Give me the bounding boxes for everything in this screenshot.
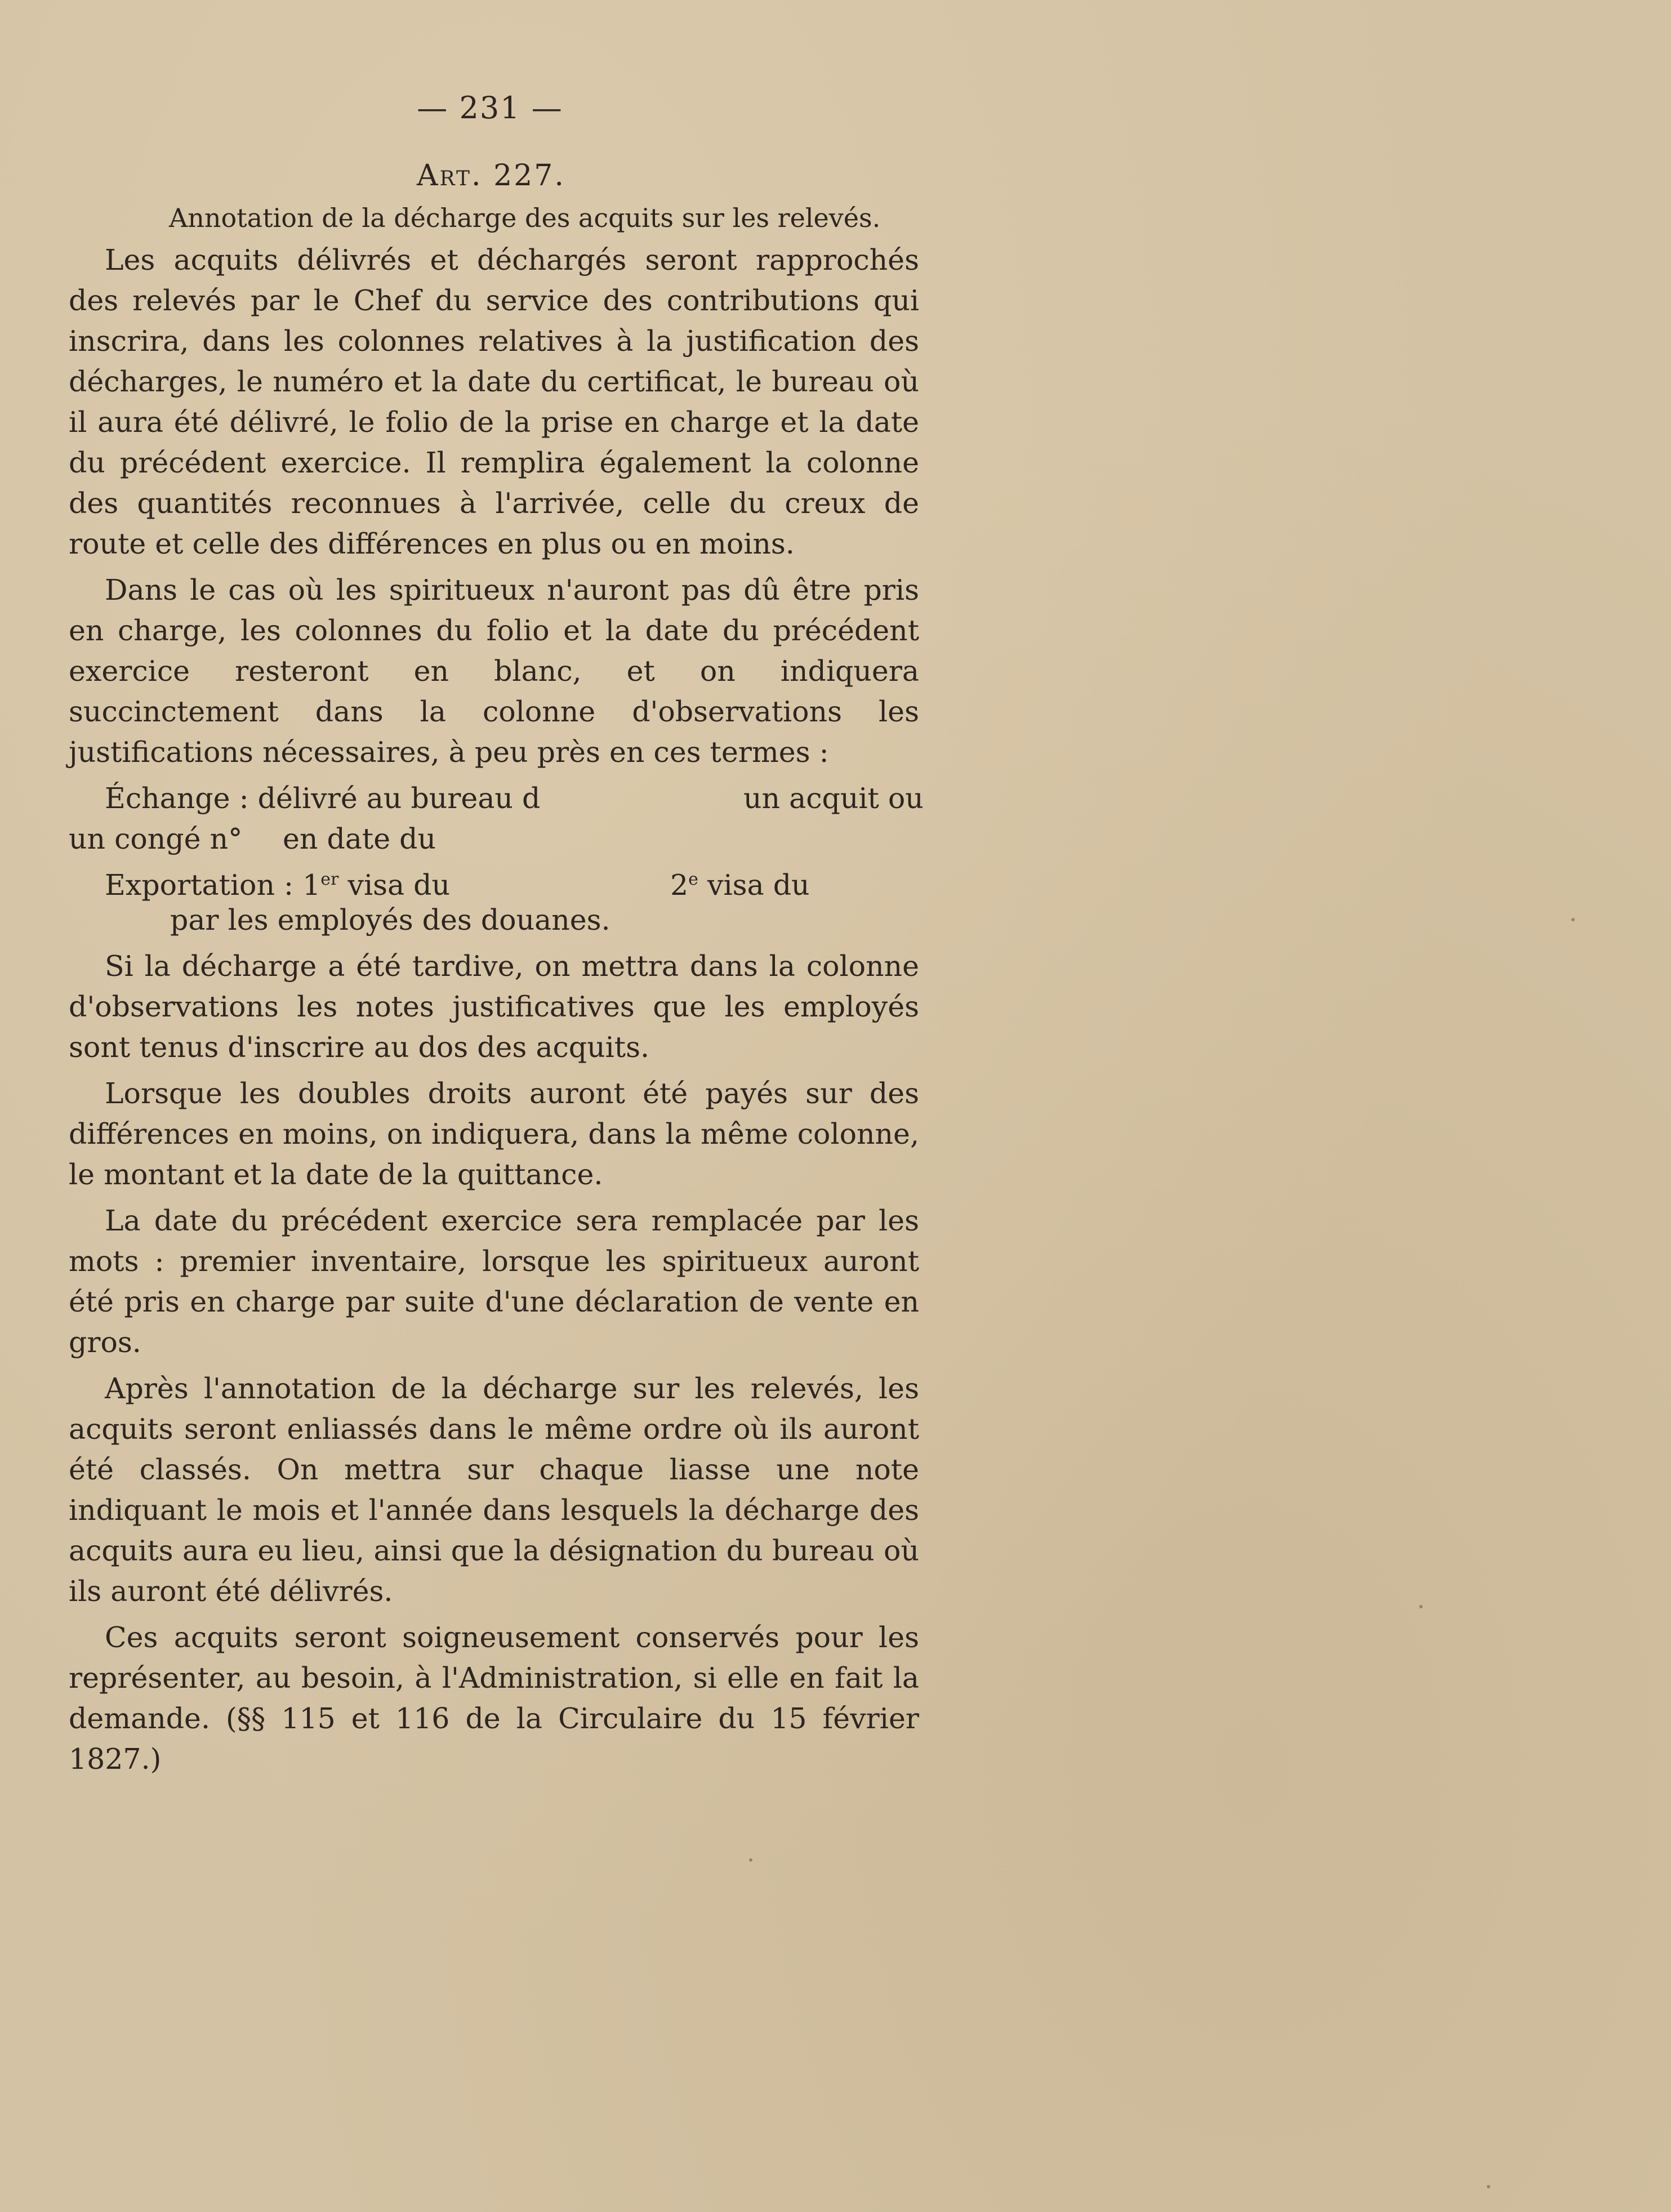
- formula-text: 2: [670, 868, 689, 902]
- paragraph: La date du précédent exercice sera remplacée par les mots : premier inventaire, lorsque les spiritueux auront été pris en charge par suite d'une déclaration de vente en gros.: [69, 1204, 919, 1359]
- paragraph: Dans le cas où les spiritueux n'auront pas dû être pris en charge, les colonnes du folio et la date du précédent exercice resteront en blanc, et on indiquera succinctement dans la colonne d'observations les justifications nécessaires, à peu près en ces termes :: [69, 573, 919, 769]
- formula-export-line-2: [69, 900, 919, 940]
- paragraph: Après l'annotation de la décharge sur les relevés, les acquits seront enliassés dans le même ordre où ils auront été classés. On mettra sur chaque liasse une note indiquant le mois et l'année dans lesquels la décharge des acquits aura eu lieu, ainsi que la désignation du bureau où ils auront été délivrés.: [69, 1372, 919, 1608]
- formula-text: Exportation : 1: [105, 868, 321, 902]
- paragraph: Si la décharge a été tardive, on mettra dans la colonne d'observations les notes justificatives que les employés sont tenus d'inscrire au dos des acquits.: [69, 949, 919, 1064]
- paper-speck: [1487, 2185, 1490, 2188]
- page-number: — 231 —: [417, 90, 563, 126]
- formula-text: visa du: [698, 868, 810, 902]
- paper-speck: [1419, 1605, 1423, 1608]
- formula-text: un congé n°: [69, 822, 243, 855]
- formula-sup: e: [688, 869, 698, 889]
- paper-speck: [749, 1858, 752, 1862]
- formula-export-line-1: [69, 859, 919, 900]
- formula-sup: er: [320, 869, 339, 889]
- formula-echange-line-1: [69, 778, 924, 819]
- paper-speck: [1571, 918, 1575, 921]
- formula-text: par les employés des douanes.: [170, 903, 611, 936]
- article-body: [69, 240, 924, 1785]
- article-title: Art. 227.: [417, 159, 565, 193]
- formula-echange-line-2: [69, 819, 919, 859]
- paragraph: Ces acquits seront soigneusement conservés pour les représenter, au besoin, à l'Administration, si elle en fait la demande. (§§ 115 et 116 de la Circulaire du 15 février 1827.): [69, 1621, 919, 1776]
- formula-export-right: [670, 859, 810, 906]
- article-subtitle: Annotation de la décharge des acquits sur les relevés.: [169, 203, 881, 233]
- paragraph: Lorsque les doubles droits auront été payés sur des différences en moins, on indiquera, dans la même colonne, le montant et la date de la quittance.: [69, 1077, 919, 1191]
- formula-text: visa du: [338, 868, 451, 902]
- formula-text: Échange : délivré au bureau d: [105, 782, 541, 815]
- formula-text: un acquit ou: [743, 782, 924, 815]
- formula-export-left: [105, 859, 450, 906]
- paragraph: Les acquits délivrés et déchargés seront rapprochés des relevés par le Chef du service des contributions qui inscrira, dans les colonnes relatives à la justification des décharges, le numéro et la date du certificat, le bureau où il aura été délivré, le folio de la prise en charge et la date du précédent exercice. Il remplira également la colonne des quantités reconnues à l'arrivée, celle du creux de route et celle des différences en plus ou en moins.: [69, 243, 919, 560]
- formula-text: en date du: [283, 822, 436, 855]
